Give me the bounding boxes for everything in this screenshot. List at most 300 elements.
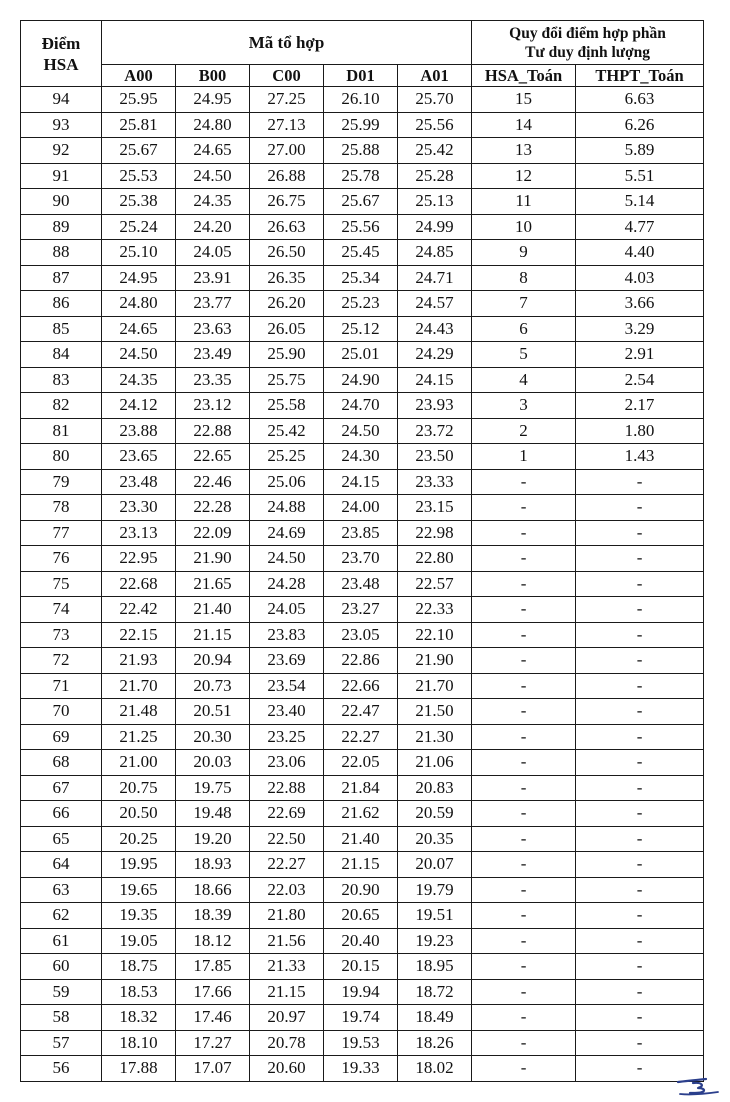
table-row bbox=[21, 444, 704, 470]
table-cell: 21.30 bbox=[398, 724, 472, 750]
table-cell: 24.80 bbox=[176, 112, 250, 138]
table-row bbox=[21, 750, 704, 776]
table-cell: 18.02 bbox=[398, 1056, 472, 1082]
table-cell: 2.17 bbox=[576, 393, 704, 419]
table-cell: 1.43 bbox=[576, 444, 704, 470]
table-cell: - bbox=[472, 699, 576, 725]
table-cell: 22.68 bbox=[102, 571, 176, 597]
table-row bbox=[21, 699, 704, 725]
table-cell: - bbox=[576, 775, 704, 801]
table-cell: 24.50 bbox=[102, 342, 176, 368]
table-cell: 19.65 bbox=[102, 877, 176, 903]
table-cell: 14 bbox=[472, 112, 576, 138]
hsa-score-cell: 83 bbox=[21, 367, 102, 393]
table-cell: 22.09 bbox=[176, 520, 250, 546]
table-cell: 11 bbox=[472, 189, 576, 215]
table-cell: - bbox=[576, 852, 704, 878]
table-cell: 24.80 bbox=[102, 291, 176, 317]
table-cell: 24.71 bbox=[398, 265, 472, 291]
table-cell: - bbox=[472, 1005, 576, 1031]
hsa-score-cell: 79 bbox=[21, 469, 102, 495]
table-cell: 2.54 bbox=[576, 367, 704, 393]
hsa-score-cell: 72 bbox=[21, 648, 102, 674]
table-cell: - bbox=[576, 622, 704, 648]
hsa-score-cell: 93 bbox=[21, 112, 102, 138]
table-cell: 3.29 bbox=[576, 316, 704, 342]
table-cell: 21.84 bbox=[324, 775, 398, 801]
table-cell: 22.69 bbox=[250, 801, 324, 827]
table-cell: 24.90 bbox=[324, 367, 398, 393]
table-cell: - bbox=[472, 928, 576, 954]
table-cell: 4.40 bbox=[576, 240, 704, 266]
table-cell: 24.95 bbox=[102, 265, 176, 291]
table-cell: 23.77 bbox=[176, 291, 250, 317]
hsa-score-cell: 82 bbox=[21, 393, 102, 419]
table-cell: 21.90 bbox=[398, 648, 472, 674]
table-cell: 19.48 bbox=[176, 801, 250, 827]
table-cell: 24.35 bbox=[176, 189, 250, 215]
table-cell: 24.85 bbox=[398, 240, 472, 266]
table-cell: 24.30 bbox=[324, 444, 398, 470]
table-cell: - bbox=[472, 903, 576, 929]
table-cell: 22.88 bbox=[250, 775, 324, 801]
table-cell: 26.35 bbox=[250, 265, 324, 291]
table-cell: 25.99 bbox=[324, 112, 398, 138]
hsa-score-cell: 85 bbox=[21, 316, 102, 342]
hsa-score-cell: 80 bbox=[21, 444, 102, 470]
table-cell: 21.62 bbox=[324, 801, 398, 827]
table-cell: 25.53 bbox=[102, 163, 176, 189]
table-cell: 21.65 bbox=[176, 571, 250, 597]
table-cell: - bbox=[576, 724, 704, 750]
table-cell: 19.53 bbox=[324, 1030, 398, 1056]
table-cell: 9 bbox=[472, 240, 576, 266]
hsa-score-cell: 76 bbox=[21, 546, 102, 572]
table-cell: 27.25 bbox=[250, 87, 324, 113]
table-cell: 19.35 bbox=[102, 903, 176, 929]
table-cell: 25.58 bbox=[250, 393, 324, 419]
table-cell: 17.07 bbox=[176, 1056, 250, 1082]
table-row bbox=[21, 622, 704, 648]
table-cell: - bbox=[576, 546, 704, 572]
signature-mark-icon bbox=[676, 1074, 720, 1096]
table-cell: 5.89 bbox=[576, 138, 704, 164]
table-cell: 22.57 bbox=[398, 571, 472, 597]
table-cell: - bbox=[472, 597, 576, 623]
table-cell: 22.95 bbox=[102, 546, 176, 572]
table-cell: 25.13 bbox=[398, 189, 472, 215]
table-cell: 23.40 bbox=[250, 699, 324, 725]
table-cell: 24.95 bbox=[176, 87, 250, 113]
table-cell: - bbox=[576, 954, 704, 980]
hsa-score-cell: 56 bbox=[21, 1056, 102, 1082]
table-cell: 22.27 bbox=[324, 724, 398, 750]
table-cell: - bbox=[472, 801, 576, 827]
table-cell: - bbox=[472, 648, 576, 674]
table-cell: 20.50 bbox=[102, 801, 176, 827]
table-cell: 18.32 bbox=[102, 1005, 176, 1031]
table-cell: 6.63 bbox=[576, 87, 704, 113]
table-cell: - bbox=[576, 877, 704, 903]
table-cell: 20.35 bbox=[398, 826, 472, 852]
hsa-score-cell: 94 bbox=[21, 87, 102, 113]
table-cell: 20.78 bbox=[250, 1030, 324, 1056]
table-cell: 21.70 bbox=[398, 673, 472, 699]
table-row bbox=[21, 903, 704, 929]
table-cell: 19.33 bbox=[324, 1056, 398, 1082]
table-cell: - bbox=[472, 546, 576, 572]
table-cell: 26.50 bbox=[250, 240, 324, 266]
table-cell: 21.80 bbox=[250, 903, 324, 929]
table-cell: 22.86 bbox=[324, 648, 398, 674]
hsa-score-cell: 88 bbox=[21, 240, 102, 266]
table-cell: 21.15 bbox=[250, 979, 324, 1005]
table-cell: 13 bbox=[472, 138, 576, 164]
table-cell: - bbox=[472, 622, 576, 648]
subcolumn-header: D01 bbox=[324, 65, 398, 87]
conversion-header-line1: Quy đổi điểm hợp phần bbox=[509, 24, 666, 42]
hsa-score-cell: 69 bbox=[21, 724, 102, 750]
table-cell: - bbox=[576, 571, 704, 597]
subcolumn-header: HSA_Toán bbox=[472, 65, 576, 87]
table-cell: 23.49 bbox=[176, 342, 250, 368]
subcolumn-header: C00 bbox=[250, 65, 324, 87]
table-cell: 18.66 bbox=[176, 877, 250, 903]
table-cell: 18.39 bbox=[176, 903, 250, 929]
table-cell: - bbox=[576, 495, 704, 521]
table-cell: 26.63 bbox=[250, 214, 324, 240]
table-cell: - bbox=[576, 520, 704, 546]
table-cell: 21.33 bbox=[250, 954, 324, 980]
table-cell: - bbox=[472, 1030, 576, 1056]
table-cell: 20.94 bbox=[176, 648, 250, 674]
conversion-header bbox=[472, 21, 704, 65]
table-cell: 25.67 bbox=[102, 138, 176, 164]
table-cell: - bbox=[472, 954, 576, 980]
table-cell: - bbox=[576, 469, 704, 495]
table-cell: - bbox=[576, 903, 704, 929]
table-row bbox=[21, 112, 704, 138]
table-cell: 21.00 bbox=[102, 750, 176, 776]
table-row bbox=[21, 597, 704, 623]
table-cell: 19.23 bbox=[398, 928, 472, 954]
table-cell: - bbox=[576, 648, 704, 674]
table-row bbox=[21, 87, 704, 113]
table-cell: 23.93 bbox=[398, 393, 472, 419]
table-cell: 21.40 bbox=[324, 826, 398, 852]
table-cell: 25.45 bbox=[324, 240, 398, 266]
subcolumn-header: THPT_Toán bbox=[576, 65, 704, 87]
table-cell: 24.35 bbox=[102, 367, 176, 393]
hsa-header-line2: HSA bbox=[43, 54, 79, 74]
table-cell: 20.51 bbox=[176, 699, 250, 725]
table-cell: 24.50 bbox=[324, 418, 398, 444]
table-cell: 24.15 bbox=[398, 367, 472, 393]
table-row bbox=[21, 163, 704, 189]
table-row bbox=[21, 546, 704, 572]
table-cell: 15 bbox=[472, 87, 576, 113]
table-cell: 21.56 bbox=[250, 928, 324, 954]
table-cell: 22.65 bbox=[176, 444, 250, 470]
table-cell: 22.42 bbox=[102, 597, 176, 623]
subcolumn-header: B00 bbox=[176, 65, 250, 87]
table-cell: 21.90 bbox=[176, 546, 250, 572]
table-cell: 24.70 bbox=[324, 393, 398, 419]
table-row bbox=[21, 316, 704, 342]
hsa-score-cell: 64 bbox=[21, 852, 102, 878]
table-cell: 3.66 bbox=[576, 291, 704, 317]
table-row bbox=[21, 852, 704, 878]
table-cell: 22.98 bbox=[398, 520, 472, 546]
table-cell: 26.20 bbox=[250, 291, 324, 317]
table-cell: 24.69 bbox=[250, 520, 324, 546]
table-cell: 20.15 bbox=[324, 954, 398, 980]
table-cell: - bbox=[576, 699, 704, 725]
hsa-score-cell: 90 bbox=[21, 189, 102, 215]
table-cell: 17.88 bbox=[102, 1056, 176, 1082]
table-cell: 20.90 bbox=[324, 877, 398, 903]
table-cell: 6.26 bbox=[576, 112, 704, 138]
table-row bbox=[21, 265, 704, 291]
table-cell: 23.13 bbox=[102, 520, 176, 546]
hsa-header-line1: Điểm bbox=[41, 33, 81, 53]
table-cell: 19.20 bbox=[176, 826, 250, 852]
table-cell: 24.20 bbox=[176, 214, 250, 240]
table-cell: 23.33 bbox=[398, 469, 472, 495]
table-cell: 18.53 bbox=[102, 979, 176, 1005]
table-cell: 26.10 bbox=[324, 87, 398, 113]
table-cell: 19.75 bbox=[176, 775, 250, 801]
table-cell: 24.57 bbox=[398, 291, 472, 317]
hsa-score-header bbox=[21, 21, 102, 87]
table-cell: 23.06 bbox=[250, 750, 324, 776]
table-cell: 24.12 bbox=[102, 393, 176, 419]
table-row bbox=[21, 1056, 704, 1082]
table-cell: 22.03 bbox=[250, 877, 324, 903]
table-row bbox=[21, 189, 704, 215]
table-cell: 21.50 bbox=[398, 699, 472, 725]
table-cell: 22.66 bbox=[324, 673, 398, 699]
table-cell: 22.27 bbox=[250, 852, 324, 878]
table-cell: 5.51 bbox=[576, 163, 704, 189]
table-cell: - bbox=[576, 1030, 704, 1056]
table-cell: 26.75 bbox=[250, 189, 324, 215]
table-cell: 25.56 bbox=[398, 112, 472, 138]
table-cell: 18.49 bbox=[398, 1005, 472, 1031]
table-cell: 5.14 bbox=[576, 189, 704, 215]
table-cell: 22.15 bbox=[102, 622, 176, 648]
table-body bbox=[21, 87, 704, 1082]
table-cell: 25.23 bbox=[324, 291, 398, 317]
hsa-score-cell: 62 bbox=[21, 903, 102, 929]
table-cell: 22.28 bbox=[176, 495, 250, 521]
header-group-row bbox=[21, 21, 704, 65]
table-cell: 24.65 bbox=[176, 138, 250, 164]
table-cell: 25.67 bbox=[324, 189, 398, 215]
hsa-score-cell: 81 bbox=[21, 418, 102, 444]
table-row bbox=[21, 826, 704, 852]
table-cell: 23.69 bbox=[250, 648, 324, 674]
table-cell: 25.12 bbox=[324, 316, 398, 342]
hsa-score-cell: 61 bbox=[21, 928, 102, 954]
table-cell: 19.94 bbox=[324, 979, 398, 1005]
table-cell: 20.60 bbox=[250, 1056, 324, 1082]
table-cell: 23.72 bbox=[398, 418, 472, 444]
table-cell: 23.05 bbox=[324, 622, 398, 648]
table-row bbox=[21, 571, 704, 597]
table-cell: 24.50 bbox=[250, 546, 324, 572]
table-cell: 18.10 bbox=[102, 1030, 176, 1056]
table-cell: 23.50 bbox=[398, 444, 472, 470]
table-cell: 18.12 bbox=[176, 928, 250, 954]
table-cell: - bbox=[576, 979, 704, 1005]
table-cell: 25.10 bbox=[102, 240, 176, 266]
table-cell: 22.46 bbox=[176, 469, 250, 495]
table-cell: 8 bbox=[472, 265, 576, 291]
table-row bbox=[21, 801, 704, 827]
table-cell: 2.91 bbox=[576, 342, 704, 368]
table-cell: 23.83 bbox=[250, 622, 324, 648]
table-cell: 25.81 bbox=[102, 112, 176, 138]
table-cell: 1.80 bbox=[576, 418, 704, 444]
table-cell: - bbox=[472, 775, 576, 801]
table-cell: 22.47 bbox=[324, 699, 398, 725]
table-cell: 25.75 bbox=[250, 367, 324, 393]
table-cell: 23.88 bbox=[102, 418, 176, 444]
table-cell: 6 bbox=[472, 316, 576, 342]
hsa-score-cell: 59 bbox=[21, 979, 102, 1005]
conversion-header-line2: Tư duy định lượng bbox=[525, 43, 651, 61]
table-cell: 18.93 bbox=[176, 852, 250, 878]
table-cell: - bbox=[472, 852, 576, 878]
hsa-score-cell: 63 bbox=[21, 877, 102, 903]
table-cell: 10 bbox=[472, 214, 576, 240]
combination-code-header: Mã tổ hợp bbox=[102, 21, 472, 65]
table-cell: 22.50 bbox=[250, 826, 324, 852]
table-cell: 25.90 bbox=[250, 342, 324, 368]
table-cell: 18.26 bbox=[398, 1030, 472, 1056]
table-cell: - bbox=[472, 724, 576, 750]
table-cell: - bbox=[472, 495, 576, 521]
table-cell: - bbox=[472, 877, 576, 903]
table-row bbox=[21, 342, 704, 368]
table-cell: 17.85 bbox=[176, 954, 250, 980]
table-cell: 25.24 bbox=[102, 214, 176, 240]
table-row bbox=[21, 1005, 704, 1031]
table-cell: - bbox=[472, 520, 576, 546]
table-cell: 24.43 bbox=[398, 316, 472, 342]
table-row bbox=[21, 138, 704, 164]
table-cell: - bbox=[472, 1056, 576, 1082]
table-cell: 20.03 bbox=[176, 750, 250, 776]
table-cell: 21.15 bbox=[324, 852, 398, 878]
hsa-score-cell: 58 bbox=[21, 1005, 102, 1031]
subcolumn-header: A01 bbox=[398, 65, 472, 87]
hsa-score-cell: 57 bbox=[21, 1030, 102, 1056]
table-row bbox=[21, 367, 704, 393]
table-cell: 25.01 bbox=[324, 342, 398, 368]
table-cell: 27.13 bbox=[250, 112, 324, 138]
table-cell: - bbox=[576, 928, 704, 954]
table-cell: - bbox=[472, 673, 576, 699]
table-cell: 19.79 bbox=[398, 877, 472, 903]
table-cell: 26.05 bbox=[250, 316, 324, 342]
table-cell: 27.00 bbox=[250, 138, 324, 164]
table-cell: 25.28 bbox=[398, 163, 472, 189]
table-cell: 21.25 bbox=[102, 724, 176, 750]
table-cell: 20.73 bbox=[176, 673, 250, 699]
table-cell: 24.99 bbox=[398, 214, 472, 240]
table-cell: 23.48 bbox=[102, 469, 176, 495]
table-cell: 23.65 bbox=[102, 444, 176, 470]
table-cell: 19.51 bbox=[398, 903, 472, 929]
hsa-score-cell: 86 bbox=[21, 291, 102, 317]
table-cell: 17.66 bbox=[176, 979, 250, 1005]
table-cell: 20.59 bbox=[398, 801, 472, 827]
table-row bbox=[21, 648, 704, 674]
table-cell: 25.25 bbox=[250, 444, 324, 470]
hsa-score-cell: 77 bbox=[21, 520, 102, 546]
subcolumn-header: A00 bbox=[102, 65, 176, 87]
table-cell: - bbox=[576, 826, 704, 852]
table-cell: 19.05 bbox=[102, 928, 176, 954]
table-cell: 22.10 bbox=[398, 622, 472, 648]
table-row bbox=[21, 979, 704, 1005]
table-cell: 22.05 bbox=[324, 750, 398, 776]
table-cell: 25.95 bbox=[102, 87, 176, 113]
table-cell: 20.40 bbox=[324, 928, 398, 954]
table-cell: 24.00 bbox=[324, 495, 398, 521]
hsa-score-cell: 75 bbox=[21, 571, 102, 597]
table-cell: 21.15 bbox=[176, 622, 250, 648]
table-cell: 24.29 bbox=[398, 342, 472, 368]
table-row bbox=[21, 214, 704, 240]
table-cell: 3 bbox=[472, 393, 576, 419]
table-row bbox=[21, 673, 704, 699]
table-cell: 23.30 bbox=[102, 495, 176, 521]
table-cell: 2 bbox=[472, 418, 576, 444]
hsa-score-cell: 78 bbox=[21, 495, 102, 521]
table-cell: 24.88 bbox=[250, 495, 324, 521]
table-cell: 21.06 bbox=[398, 750, 472, 776]
table-row bbox=[21, 1030, 704, 1056]
table-cell: 23.35 bbox=[176, 367, 250, 393]
table-cell: 24.05 bbox=[250, 597, 324, 623]
table-row bbox=[21, 393, 704, 419]
table-row bbox=[21, 877, 704, 903]
table-cell: 25.34 bbox=[324, 265, 398, 291]
table-row bbox=[21, 928, 704, 954]
hsa-score-cell: 65 bbox=[21, 826, 102, 852]
table-cell: 12 bbox=[472, 163, 576, 189]
table-cell: 25.78 bbox=[324, 163, 398, 189]
table-cell: 23.63 bbox=[176, 316, 250, 342]
table-cell: 20.83 bbox=[398, 775, 472, 801]
table-cell: - bbox=[472, 469, 576, 495]
hsa-score-cell: 71 bbox=[21, 673, 102, 699]
score-conversion-table bbox=[20, 20, 704, 1082]
table-cell: 23.91 bbox=[176, 265, 250, 291]
table-cell: 23.12 bbox=[176, 393, 250, 419]
table-cell: 24.65 bbox=[102, 316, 176, 342]
table-cell: 21.40 bbox=[176, 597, 250, 623]
table-cell: - bbox=[576, 750, 704, 776]
hsa-score-cell: 68 bbox=[21, 750, 102, 776]
table-cell: 23.15 bbox=[398, 495, 472, 521]
table-cell: - bbox=[472, 750, 576, 776]
table-cell: - bbox=[472, 979, 576, 1005]
table-cell: 23.70 bbox=[324, 546, 398, 572]
